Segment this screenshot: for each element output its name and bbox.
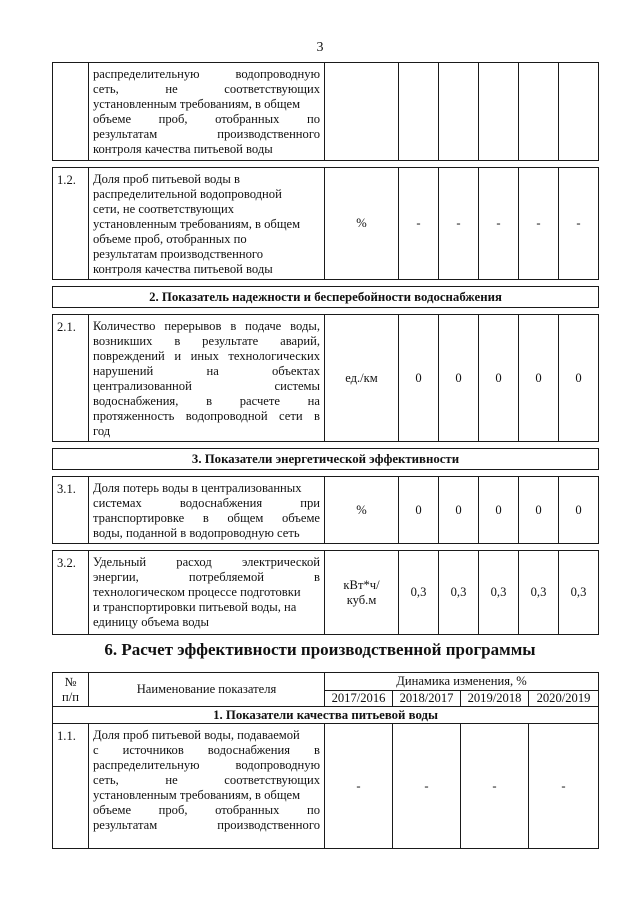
- value-cell: -: [479, 168, 519, 280]
- value-cell: -: [399, 168, 439, 280]
- header-row: [53, 673, 599, 691]
- value-cell: -: [529, 724, 599, 849]
- table-row: [53, 168, 599, 280]
- value-cell: -: [325, 724, 393, 849]
- value-cell: 0,3: [399, 551, 439, 635]
- value-cell: [559, 63, 599, 161]
- value-cell: 0: [479, 477, 519, 544]
- indicator-name: Количество перерывов в подаче воды, возникших в результате аварий, повреждений и иных технологических нарушений на объектах централизованной системы водоснабжения, в расчете на протяженность водопроводной сети в год: [89, 315, 325, 442]
- row-spacer: [53, 280, 599, 287]
- table-row: [53, 551, 599, 635]
- indicator-name: Доля проб питьевой воды, подаваемой с источников водоснабжения в распределительную водопроводную сеть, не соответствующих установленным требованиям, в общем объеме проб, отобранных по результатам производственного: [89, 724, 325, 849]
- value-cell: -: [461, 724, 529, 849]
- section-heading: 6. Расчет эффективности производственной программы: [104, 640, 536, 659]
- section-title: 1. Показатели качества питьевой воды: [53, 707, 599, 724]
- table-row: [53, 315, 599, 442]
- row-number: 1.1.: [53, 724, 89, 849]
- value-cell: [439, 63, 479, 161]
- row-number: 3.2.: [53, 551, 89, 635]
- value-cell: 0,3: [439, 551, 479, 635]
- section-title: 3. Показатели энергетической эффективности: [53, 449, 599, 470]
- section-row: [53, 287, 599, 308]
- value-cell: -: [439, 168, 479, 280]
- value-cell: -: [519, 168, 559, 280]
- header-name: Наименование показателя: [89, 673, 325, 707]
- value-cell: 0,3: [519, 551, 559, 635]
- value-cell: 0: [439, 315, 479, 442]
- row-spacer: [53, 544, 599, 551]
- row-spacer: [53, 470, 599, 477]
- value-cell: [519, 63, 559, 161]
- indicator-name: Доля потерь воды в централизованных системах водоснабжения при транспортировке в общем объеме воды, поданной в водопроводную сеть: [89, 477, 325, 544]
- row-spacer: [53, 308, 599, 315]
- indicator-name: Удельный расход электрической энергии, потребляемой в технологическом процессе подготовки и транспортировки питьевой воды, на единицу объема воды: [89, 551, 325, 635]
- value-cell: 0: [559, 477, 599, 544]
- row-number: 1.2.: [53, 168, 89, 280]
- row-spacer: [53, 442, 599, 449]
- unit-cell: [325, 63, 399, 161]
- section-title: 2. Показатель надежности и бесперебойности водоснабжения: [53, 287, 599, 308]
- unit-cell: кВт*ч/ куб.м: [325, 551, 399, 635]
- value-cell: 0,3: [479, 551, 519, 635]
- row-number: 3.1.: [53, 477, 89, 544]
- value-cell: 0,3: [559, 551, 599, 635]
- header-year: 2017/2016: [325, 691, 393, 707]
- indicator-name: распределительную водопроводную сеть, не соответствующих установленным требованиям, в общем объеме проб, отобранных по результатам производственного контроля качества питьевой воды: [89, 63, 325, 161]
- header-dynamics: Динамика изменения, %: [325, 673, 599, 691]
- page-number: 3: [316, 40, 324, 55]
- value-cell: 0: [399, 477, 439, 544]
- section-row: [53, 707, 599, 724]
- value-cell: 0: [519, 315, 559, 442]
- indicators-table: [52, 62, 599, 635]
- value-cell: 0: [519, 477, 559, 544]
- section-row: [53, 449, 599, 470]
- unit-cell: ед./км: [325, 315, 399, 442]
- header-year: 2019/2018: [461, 691, 529, 707]
- value-cell: 0: [479, 315, 519, 442]
- value-cell: -: [393, 724, 461, 849]
- row-number: [53, 63, 89, 161]
- row-spacer: [53, 161, 599, 168]
- header-year: 2020/2019: [529, 691, 599, 707]
- table-row: [53, 477, 599, 544]
- efficiency-table: [52, 672, 599, 849]
- unit-cell: %: [325, 477, 399, 544]
- value-cell: 0: [399, 315, 439, 442]
- value-cell: [399, 63, 439, 161]
- row-number: 2.1.: [53, 315, 89, 442]
- header-num: № п/п: [53, 673, 89, 707]
- value-cell: 0: [439, 477, 479, 544]
- table-row: [53, 724, 599, 849]
- indicator-name: Доля проб питьевой воды в распределительной водопроводной сети, не соответствующих установленным требованиям, в общем объеме проб, отобранных по результатам производственного контроля качества питьевой воды: [89, 168, 325, 280]
- unit-cell: %: [325, 168, 399, 280]
- value-cell: -: [559, 168, 599, 280]
- value-cell: 0: [559, 315, 599, 442]
- table-row: [53, 63, 599, 161]
- value-cell: [479, 63, 519, 161]
- header-year: 2018/2017: [393, 691, 461, 707]
